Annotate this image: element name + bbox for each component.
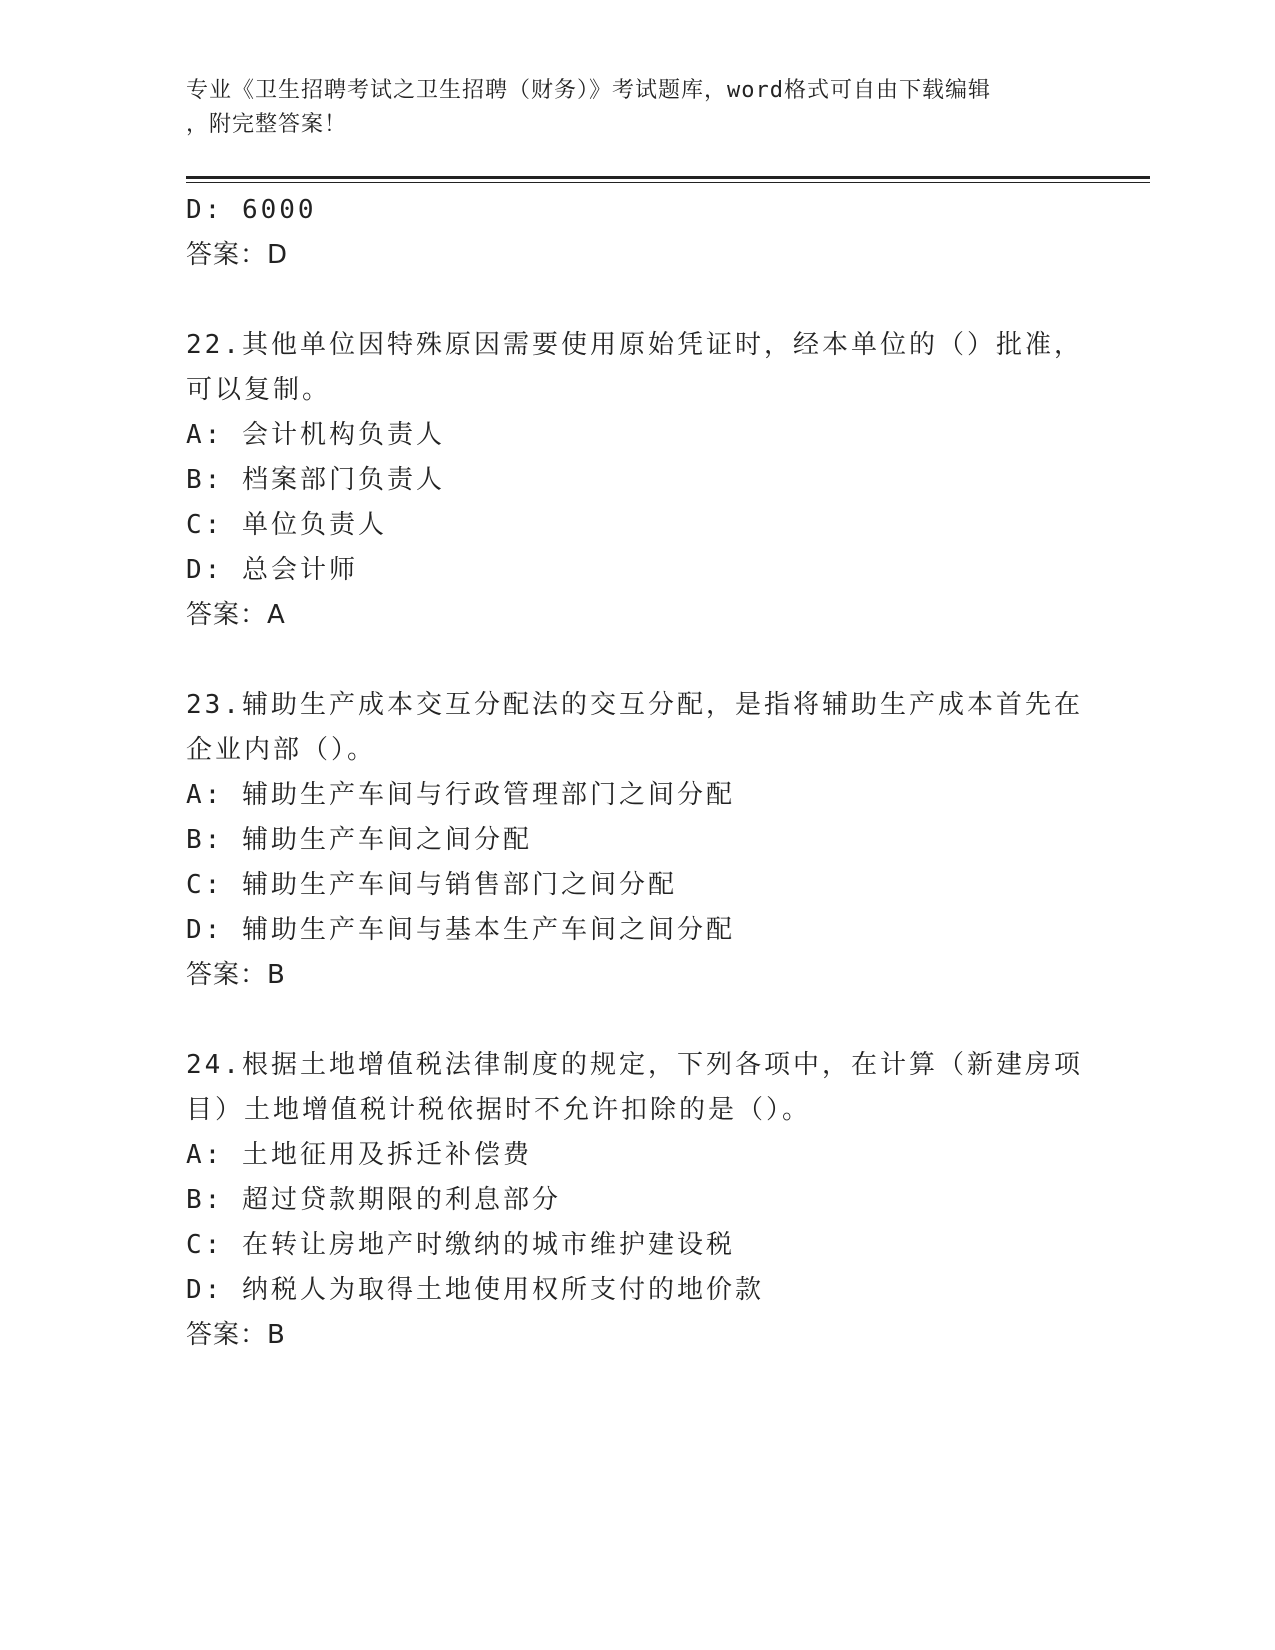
answer: 答案：A	[186, 600, 286, 630]
question-23	[186, 683, 1086, 998]
question-stem-line-1: 24.根据土地增值税法律制度的规定，下列各项中，在计算（新建房项	[186, 1050, 1083, 1080]
header-line-1: 专业《卫生招聘考试之卫生招聘（财务）》考试题库，word格式可自由下载编辑	[186, 78, 991, 103]
question-stem-line-2: 目）土地增值税计税依据时不允许扣除的是（）。	[186, 1095, 812, 1125]
answer: 答案：B	[186, 960, 286, 990]
option-a: A: 土地征用及拆迁补偿费	[186, 1140, 532, 1170]
option-c: C: 在转让房地产时缴纳的城市维护建设税	[186, 1230, 735, 1260]
spacer	[186, 638, 1086, 683]
option-b: B: 超过贷款期限的利息部分	[186, 1185, 561, 1215]
question-stem-line-2: 企业内部（）。	[186, 735, 377, 765]
spacer	[186, 278, 1086, 323]
option-b: B: 辅助生产车间之间分配	[186, 825, 532, 855]
answer: 答案：B	[186, 1320, 286, 1350]
document-header	[186, 74, 1066, 142]
option-d: D: 总会计师	[186, 555, 358, 585]
header-rule-thick	[186, 176, 1150, 179]
question-24	[186, 1043, 1086, 1358]
option-c: C: 单位负责人	[186, 510, 387, 540]
prev-answer: 答案：D	[186, 240, 289, 270]
option-c: C: 辅助生产车间与销售部门之间分配	[186, 870, 677, 900]
option-a: A: 会计机构负责人	[186, 420, 445, 450]
question-stem-line-1: 23.辅助生产成本交互分配法的交互分配，是指将辅助生产成本首先在	[186, 690, 1083, 720]
prev-option-d: D: 6000	[186, 195, 317, 225]
option-d: D: 纳税人为取得土地使用权所支付的地价款	[186, 1275, 764, 1305]
question-list	[186, 188, 1086, 1358]
header-rule-thin	[186, 182, 1150, 183]
option-b: B: 档案部门负责人	[186, 465, 445, 495]
question-stem-line-2: 可以复制。	[186, 375, 332, 405]
question-stem-line-1: 22.其他单位因特殊原因需要使用原始凭证时，经本单位的（）批准，	[186, 330, 1083, 360]
header-line-2: ，附完整答案！	[186, 112, 348, 137]
question-22	[186, 323, 1086, 638]
option-a: A: 辅助生产车间与行政管理部门之间分配	[186, 780, 735, 810]
spacer	[186, 998, 1086, 1043]
option-d: D: 辅助生产车间与基本生产车间之间分配	[186, 915, 735, 945]
